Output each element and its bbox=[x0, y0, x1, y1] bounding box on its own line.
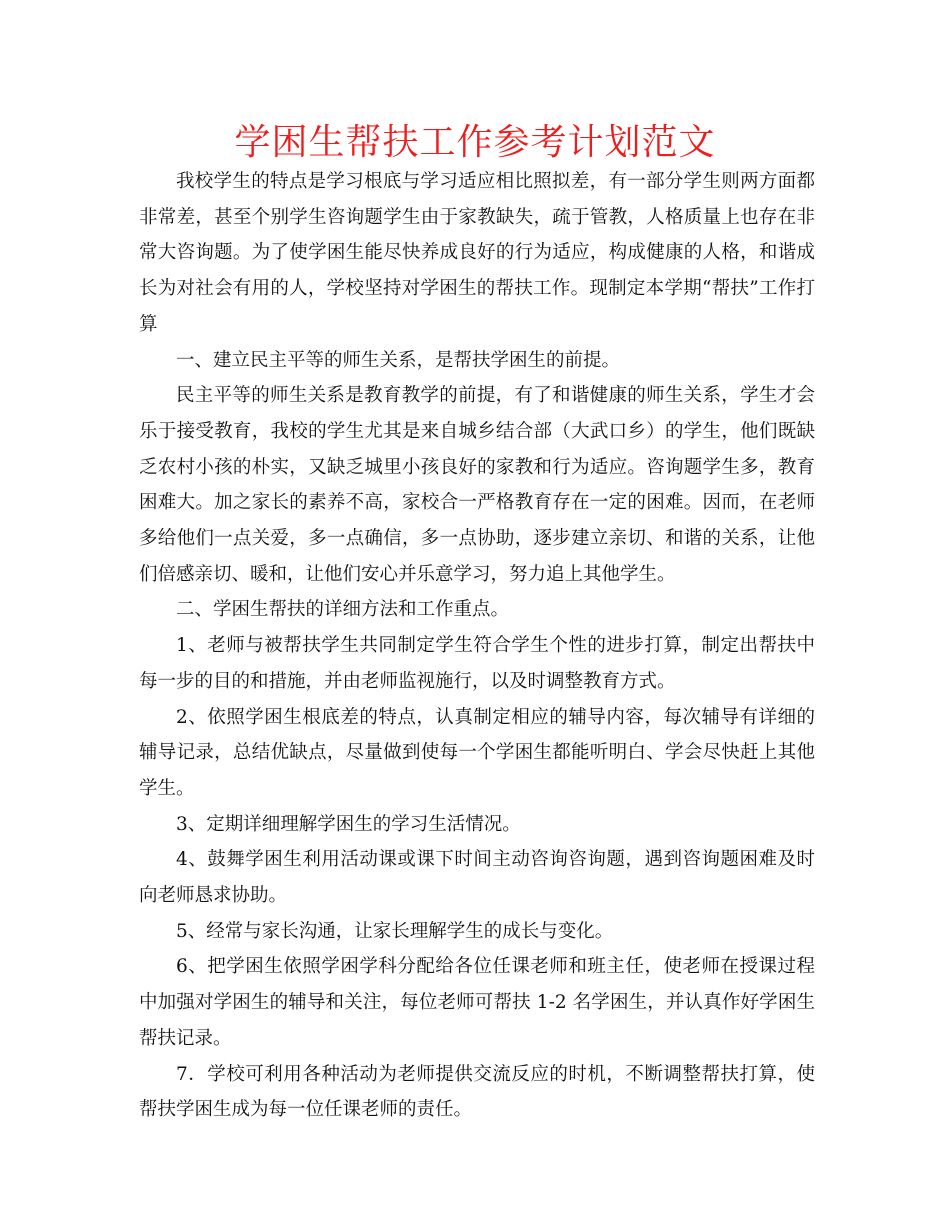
intro-paragraph: 我校学生的特点是学习根底与学习适应相比照拟差，有一部分学生则两方面都非常差，甚至个别学生咨询题学生由于家教缺失，疏于管教，人格质量上也存在非常大咨询题。为了使学困生能尽快养成良好的行为适应，构成健康的人格，和谐成长为对社会有用的人，学校坚持对学困生的帮扶工作。现制定本学期“帮扶”工作打算 bbox=[139, 171, 815, 335]
list-item-4: 4、鼓舞学困生利用活动课或课下时间主动咨询咨询题，遇到咨询题困难及时向老师恳求协助。 bbox=[139, 849, 815, 907]
document-title: 学困生帮扶工作参考计划范文 bbox=[234, 122, 716, 163]
list-item-7: 7．学校可利用各种活动为老师提供交流反应的时机，不断调整帮扶打算，使帮扶学困生成为每一位任课老师的责任。 bbox=[139, 1063, 815, 1121]
section-1-paragraph: 民主平等的师生关系是教育教学的前提，有了和谐健康的师生关系，学生才会乐于接受教育，我校的学生尤其是来自城乡结合部（大武口乡）的学生，他们既缺乏农村小孩的朴实，又缺乏城里小孩良好的家教和行为适应。咨询题学生多，教育困难大。加之家长的素养不高，家校合一严格教育存在一定的困难。因而，在老师多给他们一点关爱，多一点确信，多一点协助，逐步建立亲切、和谐的关系，让他们倍感亲切、暖和，让他们安心并乐意学习，努力追上其他学生。 bbox=[139, 385, 815, 585]
list-item-6: 6、把学困生依照学困学科分配给各位任课老师和班主任，使老师在授课过程中加强对学困生的辅导和关注，每位老师可帮扶 1-2 名学困生，并认真作好学困生帮扶记录。 bbox=[139, 956, 815, 1049]
section-heading-2: 二、学困生帮扶的详细方法和工作重点。 bbox=[176, 599, 510, 621]
section-heading-1: 一、建立民主平等的师生关系，是帮扶学困生的前提。 bbox=[176, 349, 621, 371]
document-body bbox=[139, 164, 815, 1128]
list-item-5: 5、经常与家长沟通，让家长理解学生的成长与变化。 bbox=[176, 920, 614, 942]
list-item-1: 1、老师与被帮扶学生共同制定学生符合学生个性的进步打算，制定出帮扶中每一步的目的和措施，并由老师监视施行，以及时调整教育方式。 bbox=[139, 635, 815, 692]
list-item-3: 3、定期详细理解学困生的学习生活情况。 bbox=[176, 813, 521, 835]
list-item-2: 2、依照学困生根底差的特点，认真制定相应的辅导内容，每次辅导有详细的辅导记录，总结优缺点，尽量做到使每一个学困生都能听明白、学会尽快赶上其他学生。 bbox=[139, 706, 815, 799]
